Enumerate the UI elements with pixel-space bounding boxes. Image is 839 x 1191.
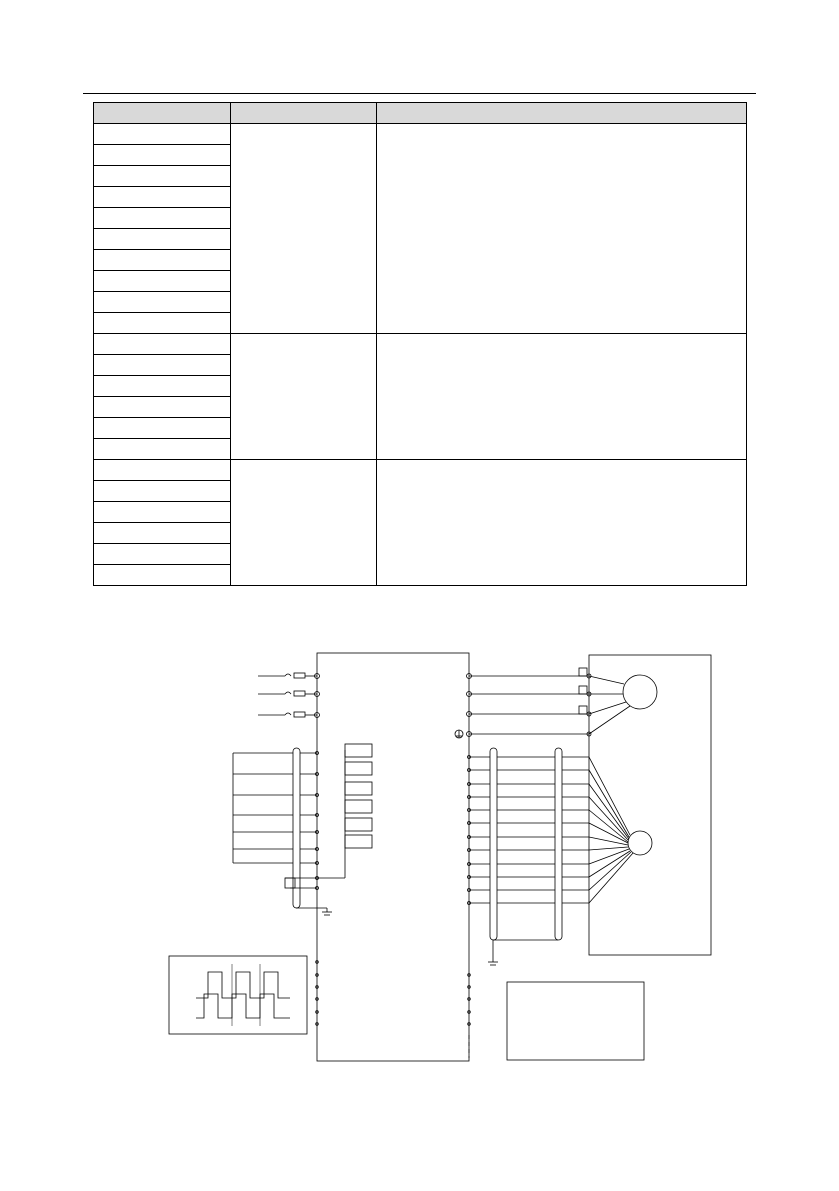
wiring-diagram	[0, 630, 839, 1100]
table-group-1	[94, 124, 747, 334]
note-box	[507, 982, 644, 1060]
header-rule	[83, 93, 756, 94]
table-cell	[94, 460, 231, 481]
table-header-row	[94, 103, 747, 124]
table-merged-cell	[377, 460, 747, 586]
table-header-cell	[94, 103, 231, 124]
table-cell	[94, 271, 231, 292]
table-cell	[94, 250, 231, 271]
table-cell	[94, 292, 231, 313]
table-cell	[94, 145, 231, 166]
motor-enclosure-box	[589, 655, 711, 955]
table-cell	[94, 439, 231, 460]
table-header-cell	[231, 103, 377, 124]
table-cell	[94, 418, 231, 439]
table-cell	[94, 166, 231, 187]
spec-table	[93, 102, 747, 586]
table-cell	[94, 334, 231, 355]
pulse-waveform-box	[169, 956, 307, 1034]
table-cell	[94, 124, 231, 145]
table-row	[94, 334, 747, 355]
table-cell	[94, 208, 231, 229]
table-merged-cell	[231, 124, 377, 334]
table-header-cell	[377, 103, 747, 124]
table-merged-cell	[231, 334, 377, 460]
table-cell	[94, 565, 231, 586]
table-cell	[94, 544, 231, 565]
drive-unit-box	[317, 653, 469, 1061]
table-cell	[94, 523, 231, 544]
table-cell	[94, 376, 231, 397]
table-cell	[94, 187, 231, 208]
table-cell	[94, 229, 231, 250]
table-cell	[94, 481, 231, 502]
table-cell	[94, 397, 231, 418]
mains-input-group	[258, 673, 320, 718]
table-group-3	[94, 460, 747, 586]
table-cell	[94, 355, 231, 376]
table-merged-cell	[377, 124, 747, 334]
table-group-2	[94, 334, 747, 460]
table-cell	[94, 502, 231, 523]
table-row	[94, 460, 747, 481]
table-row	[94, 124, 747, 145]
table-merged-cell	[231, 460, 377, 586]
table-merged-cell	[377, 334, 747, 460]
table-cell	[94, 313, 231, 334]
